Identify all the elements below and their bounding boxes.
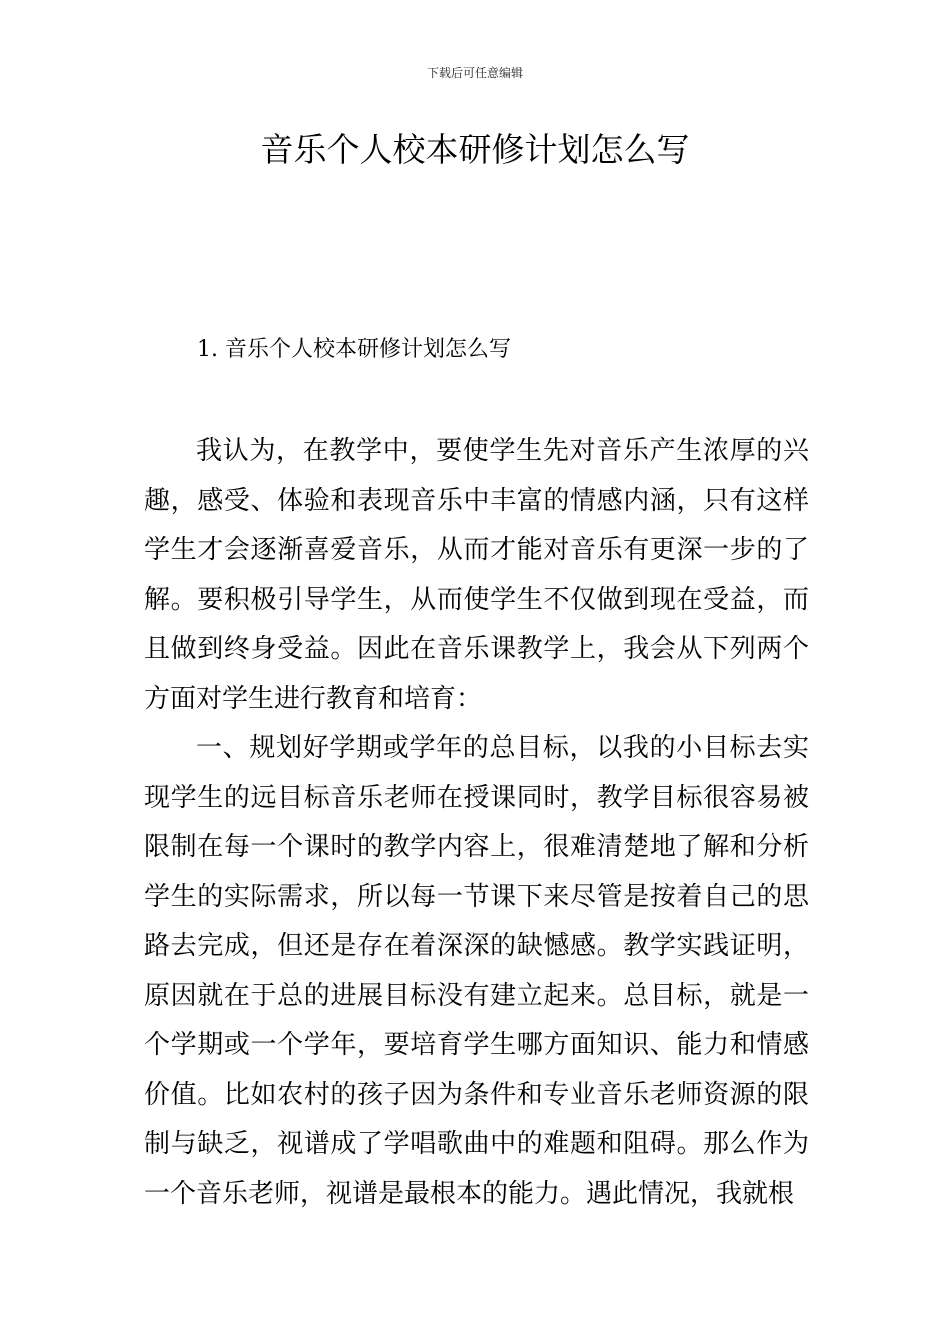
document-title: 音乐个人校本研修计划怎么写 bbox=[260, 130, 690, 169]
header-note: 下载后可任意编辑 bbox=[426, 66, 523, 80]
paragraph-goal: 一、规划好学期或学年的总目标，以我的小目标去实现学生的远目标音乐老师在授课同时，教学目标很容易被限制在每一个课时的教学内容上，很难清楚地了解和分析学生的实际需求，所以每一节课下来尽管是按着自己的思路去完成，但还是存在着深深的缺憾感。教学实践证明，原因就在于总的进展目标没有建立起来。总目标，就是一个学期或一个学年，要培育学生哪方面知识、能力和情感价值。比如农村的孩子因为条件和专业音乐老师资源的限制与缺乏，视谱成了学唱歌曲中的难题和阻碍。那么作为一个音乐老师，视谱是最根本的能力。遇此情况，我就根 bbox=[144, 733, 809, 1209]
body-text bbox=[144, 427, 809, 1219]
paragraph-intro: 我认为，在教学中，要使学生先对音乐产生浓厚的兴趣，感受、体验和表现音乐中丰富的情感内涵，只有这样学生才会逐渐喜爱音乐，从而才能对音乐有更深一步的了解。要积极引导学生，从而使学生不仅做到现在受益，而且做到终身受益。因此在音乐课教学上，我会从下列两个方面对学生进行教育和培育： bbox=[144, 436, 809, 714]
section-heading: 1. 音乐个人校本研修计划怎么写 bbox=[197, 337, 511, 362]
